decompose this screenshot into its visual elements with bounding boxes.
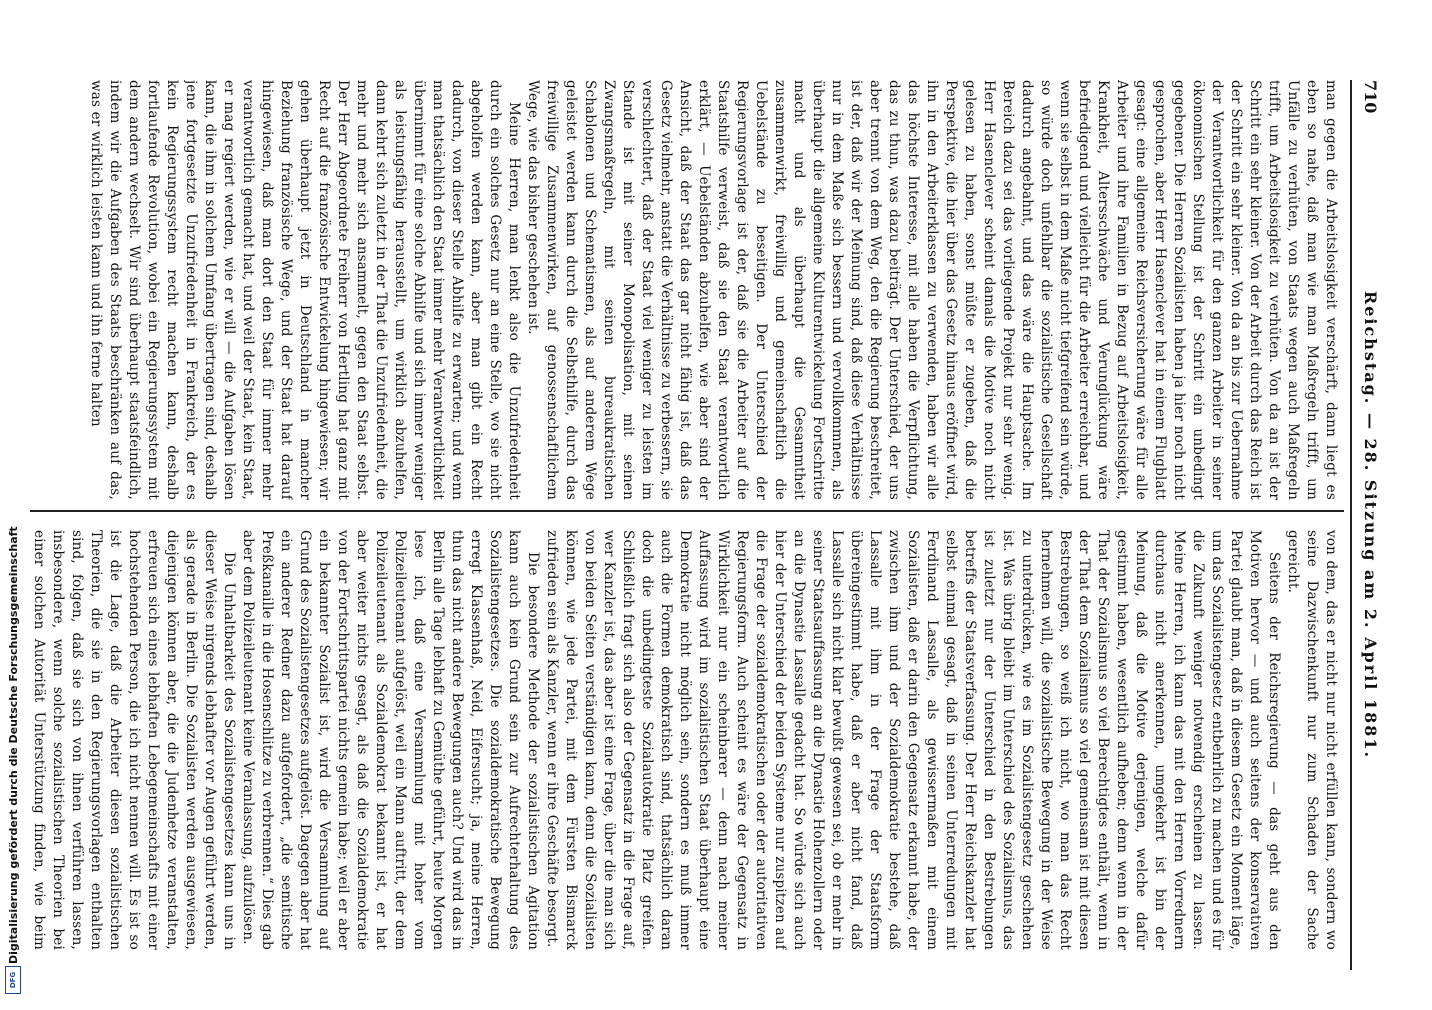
right-paragraph-1: von dem, das er nicht nur nicht erfüllen kann, sondern wo seine Dazwischenkunft nur zum Schaden der Sache gereicht. bbox=[1285, 530, 1339, 950]
page-number: 710 bbox=[1361, 80, 1380, 114]
right-paragraph-4: Die Unhaltbarkeit des Sozialistengesetzes kann uns in dieser Weise nirgends lebhafter vor Augen geführt werden, als gerade in Berlin. Die Sozialisten werden ausgewiesen, diejenigen können aber, die die Judenhetze veranstalten, erfreuen sich eines lebhaften Lebegemeinschafts mit einer hochstehenden Person, die ich nicht nennen will. Es ist so ist die Lage, daß die Arbeiter diesen sozialistischen Theorien, die sie in den Regierungsvorlagen enthalten sind, folgen, daß sie sich von ihnen verführen lassen, insbesondere, wenn solche sozialistischen Theorien bei einer solchen Autorität Unterstützung finden, wie beim bbox=[31, 530, 237, 950]
dfg-logo-text: DFG bbox=[9, 971, 17, 989]
left-paragraph-2: Meine Herren, man lenkt also die Unzufriedenheit durch ein solches Gesetz nur an eine Stelle, wo sie nicht abgeholfen werden kann, aber man gibt ein Recht dadurch, von dieser Stelle Abhilfe zu erwarten; und wenn man thatsächlich den Staat immer mehr Verantwortlichkeit übernimmt für eine solche Abhilfe und sich immer weniger als leistungsfähig herausstellt, um wirklich abzuhelfen, dann kehrt sich zuletzt in der That die Unzufriedenheit, die mehr und mehr sich ansammelt, gegen den Staat selbst. Der Herr Abgeordnete Freiherr von Hertling hat ganz mit Recht auf die französische Entwickelung hingewiesen; wir gehen überhaupt jetzt in Deutschland in mancher Beziehung französische Wege, und der Staat hat darauf hingewiesen, daß man dort den Staat für immer mehr verantwortlich gemacht hat, und weil der Staat, kein Staat, er mag regiert werden, wie er will — die Aufgaben lösen kann, die ihm in solchem Umfang übertragen sind, deshalb jene fortgesetzte Unzufriedenheit in Frankreich, der es kein Regierungssystem recht machen kann, deshalb fortlaufende Revolution, wobei ein Regierungssystem mit dem andern wechselt. Wir sind überhaupt staatsfeindlich, indem wir die Aufgaben des Staats beschränken auf das, was er wirklich leisten kann und ihn ferne halten bbox=[88, 80, 522, 500]
column-divider bbox=[30, 510, 1344, 512]
right-column bbox=[30, 530, 1340, 950]
right-paragraph-3: Die besondere Methode der sozialistischen Agitation kann auch kein Grund sein zur Aufrechterhaltung des Sozialistengesetzes. Die sozialdemokratische Bewegung erregt Klassenhaß, Neid, Eifersucht; ja, meine Herren, thun das nicht andere Bewegungen auch? Und wird das in Berlin alle Tage lebhaft zu Gemüthe geführt, heute Morgen lese ich, daß eine Versammlung mit hoher vom Polizeileutenant aufgelöst, weil ein Mann auftritt, der dem Polizeileutenant als Sozialdemokrat bekannt ist, er hat aber weiter nichts gesagt, als daß die Sozialdemokratie von der Fortschrittspartei nichts gemein habe; weil er aber ein bekannter Sozialist ist, wird die Versammlung auf Grund des Sozialistengesetzes aufgelöst. Dagegen aber hat ein anderer Redner dazu aufgefordert, „die semitische Preßkanaille in die Hosenschlitze zu verbrennen.“ Dies gab aber dem Polizeileutenant keine Veranlassung, aufzulösen. bbox=[240, 530, 541, 950]
left-paragraph-1: man gegen die Arbeitslosigkeit verschärft, dann liegt es eben so nahe, daß man wie man Maßregeln trifft, um Unfälle zu verhüten, von Staats wegen auch Maßregeln trifft, um Arbeitslosigkeit zu verhüten. Von da an ist der Schritt ein sehr kleiner. Von der Arbeit durch das Reich ist der Schritt ein sehr kleiner. Von da an bis zur Uebernahme der Verantwortlichkeit für den ganzen Arbeiter in seiner ökonomischen Stellung ist der Schritt ein unbedingt gegebener. Die Herren Sozialisten haben ja hier noch nicht gesprochen, aber Herr Hasenclever hat in einem Flugblatt gesagt: eine allgemeine Reichsversicherung wäre für alle Arbeiter und ihre Familien in Bezug auf Arbeitslosigkeit, Krankheit, Altersschwäche und Verunglückung wäre befriedigend und vielleicht für die Arbeiter erreichbar, und wenn sie selbst in dem Maße nicht tiefgreifend sein würde, so würde doch unfehlbar die sozialistische Gesellschaft dadurch angebahnt, und das wäre die Hauptsache. Im Bereich dazu sei das vorliegende Projekt nur sehr wenig. Herr Hasenclever scheint damals die Motive noch nicht gelesen zu haben, sonst müßte er zugeben, daß die Perspektive, die hier über das Gesetz hinaus eröffnet wird, ihn in den Arbeiterklassen zu verwenden, haben wir alle das höchste Interesse, mit alle haben die Verpflichtung, das zu thun, was dazu beiträgt. Der Unterschied, der uns aber trennt von dem Weg, den die Regierung beschreitet, ist der, daß wir der Meinung sind, daß diese Verhältnisse nur in dem Maße sich bessern und vervollkommnen, als überhaupt die allgemeine Kulturentwickelung Fortschritte macht und als überhaupt die Gesammtheit zusammenwirkt, freiwillig und gemeinschaftlich die Uebelstände zu beseitigen. Der Unterschied der Regierungsvorlage ist der, daß sie die Arbeiter auf die Staatshilfe verweist, daß sie den Staat verantwortlich erklärt, — Uebelständen abzuhelfen, wie aber sind der Ansicht, daß der Staat das gar nicht fähig ist, daß das Gesetz vielmehr, anstatt die Verhältnisse zu verbessern, sie verschlechtert, daß der Staat viel weniger zu leisten im Stande ist mit seiner Monopolisation, mit seinen Zwangsmaßregeln, mit seinen bureaukratischen Schablonen und Schematismen, als auf anderem Wege geleistet werden kann durch die Selbsthilfe, durch das freiwillige Zusammenwirken, auf genossenschaftlichem Wege, wie das bisher geschehen ist. bbox=[525, 80, 1339, 500]
left-column bbox=[30, 80, 1340, 500]
dfg-logo-icon bbox=[5, 966, 21, 994]
page-title: Reichstag. — 28. Sitzung am 2. April 1881. bbox=[1361, 290, 1380, 760]
digitization-footer bbox=[0, 0, 24, 1000]
header-rule bbox=[1350, 80, 1352, 970]
page-header bbox=[1350, 80, 1380, 970]
right-paragraph-2: Seitens der Reichsregierung — das geht aus den Motiven hervor — und auch seitens der konservativen Partei glaubt man, daß in diesem Gesetz ein Moment läge, um das Sozialistengesetz entbehrlich zu machen und es für die Zukunft weniger notwendig erscheinen zu lassen. Meine Herren, ich kann das mit den Herren Vorrednern durchaus nicht anerkennen, umgekehrt ist bin der Meinung, daß die Motive derjenigen, welche dafür gestimmt haben, wesentlich aufheben; denn wenn in der That der Sozialismus so viel Berechtigtes enthält, wenn in der That dem Sozialismus so viel gemeinsam ist mit diesen Bestrebungen, so weiß ich nicht, wo man das Recht hernehmen will, die sozialistische Bewegung in der Weise zu unterdrücken, wie es im Sozialistengesetz geschehen ist. Was übrig bleibt im Unterschied des Sozialismus, das ist zuletzt nur der Unterschied in den Bestrebungen betreffs der Staatsverfassung. Der Herr Reichskanzler hat selbst einmal gesagt, daß in seinen Unterredungen mit Ferdinand Lassalle, als gewissermaßen mit einem Sozialisten, daß er darin den Gegensatz erkannt habe, der zwischen ihm und der Sozialdemokratie bestehe, daß Lassalle mit ihm in der Frage der Staatsform übereingestimmt habe, daß er aber nicht fand, daß Lassalle sich nicht klar bewußt gewesen sei, ob er mehr in seiner Staatsauffassung an die Dynastie Hohenzollern oder an die Dynastie Lassalle gedacht hat. So würde sich auch hier der Unterschied der beiden Systeme nur zuspitzen auf die Frage der sozialdemokratischen oder der autoritativen Regierungsform. Auch scheint es wäre der Gegensatz in Wirklichkeit nur ein scheinbarer — denn nach meiner Auffassung wird im sozialistischen Staat überhaupt eine Demokratie nicht möglich sein, sondern es muß immer auch die Formen demokratisch sind, thatsächlich daran doch die unbedingteste Sozialautokratie Platz greifen. Schließlich fragt sich also der Gegensatz in die Frage auf, wer Kanzler ist, das aber ist eine Frage, über die man sich von beiden Seiten verständigen kann, denn die Sozialisten können, wie jede Partei, mit dem Fürsten Bismarck zufrieden sein als Kanzler, wenn er ihre Geschäfte besorgt. bbox=[544, 530, 1282, 950]
scanned-page bbox=[10, 10, 1410, 1010]
funding-credit: Digitalisierung gefördert durch die Deutsche Forschungsgemeinschaft bbox=[7, 526, 20, 964]
